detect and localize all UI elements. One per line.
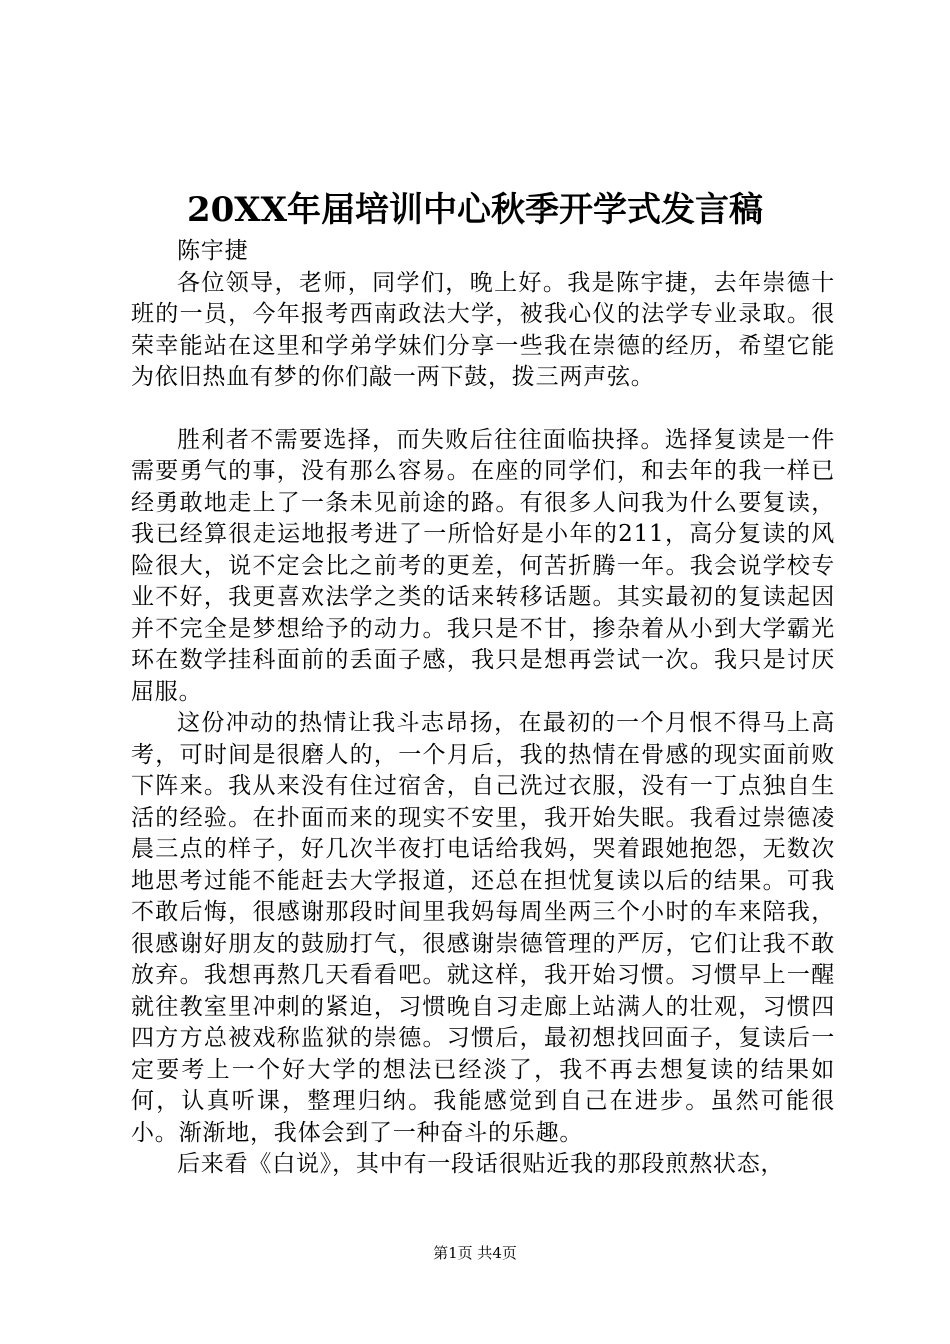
author-line: 陈宇捷 bbox=[177, 238, 249, 264]
document-body bbox=[131, 236, 835, 1181]
document-title: 20XX年届培训中心秋季开学式发言稿 bbox=[186, 190, 764, 230]
paragraph-2: 胜利者不需要选择，而失败后往往面临抉择。选择复读是一件需要勇气的事，没有那么容易。在座的同学们，和去年的我一样已经勇敢地走上了一条未见前途的路。有很多人问我为什么要复读，我已经算很走运地报考进了一所恰好是小年的211，高分复读的风险很大，说不定会比之前考的更差，何苦折腾一年。我会说学校专业不好，我更喜欢法学之类的话来转移话题。其实最初的复读起因并不完全是梦想给予的动力。我只是不甘，掺杂着从小到大学霸光环在数学挂科面前的丢面子感，我只是想再尝试一次。我只是讨厌屈服。 bbox=[131, 426, 835, 705]
paragraph-4: 后来看《白说》，其中有一段话很贴近我的那段煎熬状态， bbox=[177, 1151, 785, 1177]
page-footer: 第1页 共4页 bbox=[433, 1244, 517, 1262]
paragraph-3: 这份冲动的热情让我斗志昂扬，在最初的一个月恨不得马上高考，可时间是很磨人的，一个月后，我的热情在骨感的现实面前败下阵来。我从来没有住过宿舍，自己洗过衣服，没有一丁点独自生活的经验。在扑面而来的现实不安里，我开始失眠。我看过崇德凌晨三点的样子，好几次半夜打电话给我妈，哭着跟她抱怨，无数次地思考过能不能赶去大学报道，还总在担忧复读以后的结果。可我不敢后悔，很感谢那段时间里我妈每周坐两三个小时的车来陪我，很感谢好朋友的鼓励打气，很感谢崇德管理的严厉，它们让我不敢放弃。我想再熬几天看看吧。就这样，我开始习惯。习惯早上一醒就往教室里冲刺的紧迫，习惯晚自习走廊上站满人的壮观，习惯四四方方总被戏称监狱的崇德。习惯后，最初想找回面子，复读后一定要考上一个好大学的想法已经淡了，我不再去想复读的结果如何，认真听课，整理归纳。我能感觉到自己在进步。虽然可能很小。渐渐地，我体会到了一种奋斗的乐趣。 bbox=[131, 710, 835, 1146]
paragraph-1: 各位领导，老师，同学们，晚上好。我是陈宇捷，去年崇德十班的一员，今年报考西南政法大学，被我心仪的法学专业录取。很荣幸能站在这里和学弟学妹们分享一些我在崇德的经历，希望它能为依旧热血有梦的你们敲一两下鼓，拨三两声弦。 bbox=[131, 269, 835, 390]
